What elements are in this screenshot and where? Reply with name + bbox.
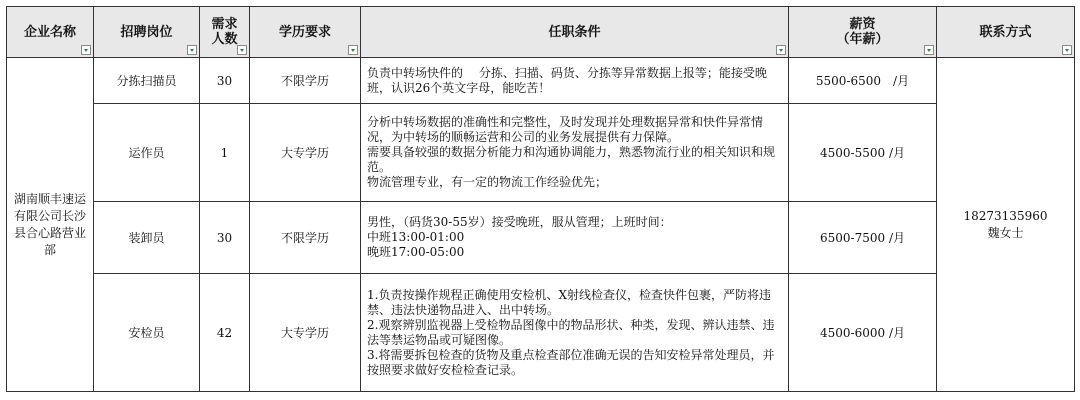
salary-cell: 4500-5500 /月 (789, 104, 937, 202)
salary-cell: 4500-6000 /月 (789, 274, 937, 392)
education-cell: 大专学历 (250, 274, 361, 392)
count-cell: 30 (200, 58, 250, 104)
header-requirements: 任职条件 (361, 7, 789, 58)
header-salary: 薪资 （年薪） (789, 7, 937, 58)
filter-dropdown-icon[interactable] (1062, 45, 1072, 55)
contact-name: 魏女士 (987, 225, 1024, 240)
table-row (7, 202, 1075, 274)
salary-cell: 6500-7500 /月 (789, 202, 937, 274)
count-cell: 42 (200, 274, 250, 392)
salary-cell: 5500-6500 /月 (789, 58, 937, 104)
table-row (7, 104, 1075, 202)
filter-dropdown-icon[interactable] (776, 45, 786, 55)
position-cell: 装卸员 (94, 202, 200, 274)
requirements-cell: 1.负责按操作规程正确使用安检机、X射线检查仪，检查快件包裹，严防将违 禁、违法快递物品进入、出中转场。 2.观察辨别监视器上受检物品图像中的物品形状、种类，发现、辨认违禁、违 法等禁运物品或可疑图像。 3.将需要拆包检查的货物及重点检查部位准确无误的告知安检异常处理员，并 按照要求做好安检检查记录。 (361, 274, 789, 392)
position-cell: 运作员 (94, 104, 200, 202)
table-row (7, 274, 1075, 392)
filter-dropdown-icon[interactable] (237, 45, 247, 55)
count-cell: 30 (200, 202, 250, 274)
header-company: 企业名称 (7, 7, 94, 58)
header-education: 学历要求 (250, 7, 361, 58)
education-cell: 不限学历 (250, 58, 361, 104)
filter-dropdown-icon[interactable] (924, 45, 934, 55)
company-cell: 湖南顺丰速运 有限公司长沙 县合心路营业 部 (7, 58, 94, 392)
position-cell: 分拣扫描员 (94, 58, 200, 104)
header-count: 需求 人数 (200, 7, 250, 58)
filter-dropdown-icon[interactable] (81, 45, 91, 55)
requirements-cell: 分析中转场数据的准确性和完整性，及时发现并处理数据异常和快件异常情 况，为中转场的顺畅运营和公司的业务发展提供有力保障。 需要具备较强的数据分析能力和沟通协调能力，熟悉物流行业的相关知识和规 范。 物流管理专业，有一定的物流工作经验优先； (361, 104, 789, 202)
filter-dropdown-icon[interactable] (187, 45, 197, 55)
education-cell: 大专学历 (250, 104, 361, 202)
contact-phone: 18273135960 (963, 208, 1048, 223)
header-contact: 联系方式 (937, 7, 1075, 58)
requirements-cell: 男性，（码货30-55岁）接受晚班，服从管理；上班时间： 中班13:00-01:00 晚班17:00-05:00 (361, 202, 789, 274)
header-row (7, 7, 1075, 58)
requirements-cell: 负责中转场快件的 分拣、扫描、码货、分拣等异常数据上报等；能接受晚 班，认识26个英文字母，能吃苦！ (361, 58, 789, 104)
count-cell: 1 (200, 104, 250, 202)
recruitment-table (6, 6, 1075, 392)
contact-cell (937, 58, 1075, 392)
filter-dropdown-icon[interactable] (348, 45, 358, 55)
education-cell: 不限学历 (250, 202, 361, 274)
table-row (7, 58, 1075, 104)
header-position: 招聘岗位 (94, 7, 200, 58)
position-cell: 安检员 (94, 274, 200, 392)
